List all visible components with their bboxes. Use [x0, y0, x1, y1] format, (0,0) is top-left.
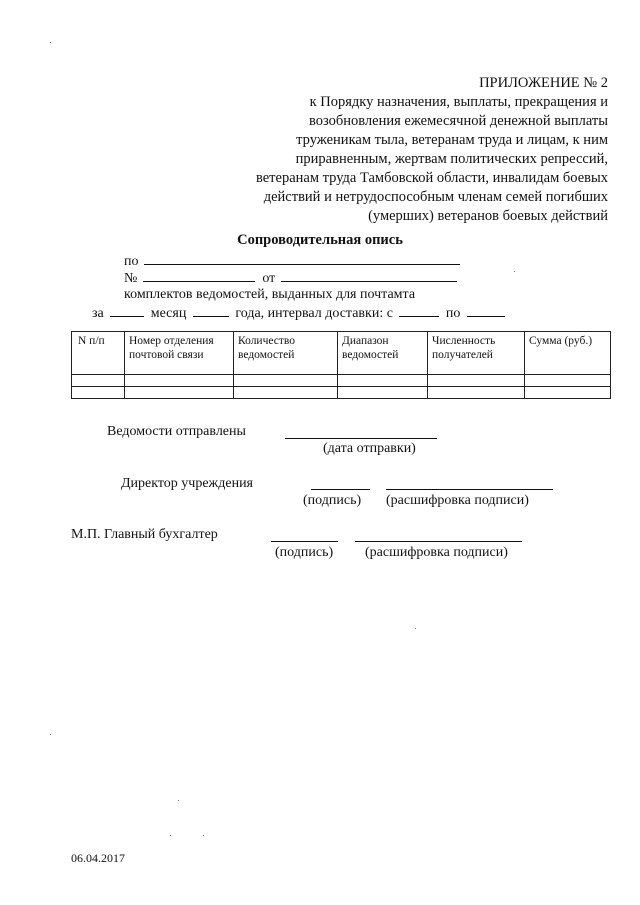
month-label: месяц — [150, 306, 187, 321]
period-row — [92, 304, 505, 322]
number-label: № — [124, 271, 138, 286]
table-cell[interactable] — [428, 375, 525, 387]
header-cell-range: Диапазон ведомостей — [338, 332, 428, 375]
director-signature-caption: (подпись) — [303, 493, 362, 508]
table-cell[interactable] — [72, 375, 125, 387]
table-cell[interactable] — [125, 375, 234, 387]
appendix-line: возобновления ежемесячной денежной выплаты — [308, 113, 608, 129]
director-signature-line[interactable] — [311, 489, 370, 490]
director-decode-line[interactable] — [386, 489, 553, 490]
scan-speck — [178, 800, 179, 801]
sent-date-line[interactable] — [285, 438, 437, 439]
number-field[interactable] — [143, 269, 255, 282]
interval-to-field[interactable] — [467, 304, 505, 317]
header-cell-number: N п/п — [72, 332, 125, 375]
table-cell[interactable] — [525, 387, 611, 399]
month-field[interactable] — [110, 304, 144, 317]
table-row — [72, 387, 611, 399]
header-cell-office: Номер отделения почтовой связи — [125, 332, 234, 375]
interval-from-field[interactable] — [399, 304, 439, 317]
director-label: Директор учреждения — [121, 476, 253, 491]
scan-speck — [170, 835, 171, 836]
from-date-field[interactable] — [281, 269, 457, 282]
scan-speck — [415, 628, 416, 629]
table-header-row — [72, 332, 611, 375]
header-cell-recipients: Численность получателей — [428, 332, 525, 375]
appendix-line: ветеранам труда Тамбовской области, инвалидам боевых — [255, 170, 608, 186]
scan-speck — [50, 42, 51, 43]
po-label: по — [124, 254, 139, 269]
accountant-label: М.П. Главный бухгалтер — [71, 527, 218, 542]
accountant-signature-caption: (подпись) — [275, 545, 334, 560]
table-cell[interactable] — [234, 375, 338, 387]
po-field[interactable] — [144, 252, 460, 265]
year-field[interactable] — [193, 304, 229, 317]
accountant-signature-line[interactable] — [271, 541, 338, 542]
scan-speck — [50, 734, 51, 735]
appendix-line: приравненным, жертвам политических репрессий, — [295, 151, 608, 167]
za-label: за — [92, 306, 104, 321]
accountant-decode-caption: (расшифровка подписи) — [365, 545, 508, 560]
table-cell[interactable] — [234, 387, 338, 399]
table-cell[interactable] — [72, 387, 125, 399]
from-label: от — [262, 271, 276, 286]
table-cell[interactable] — [525, 375, 611, 387]
year-text: года, интервал доставки: с — [235, 306, 393, 321]
header-cell-count: Количество ведомостей — [234, 332, 338, 375]
document-title: Сопроводительная опись — [237, 232, 403, 248]
scan-speck — [514, 271, 515, 272]
appendix-heading: ПРИЛОЖЕНИЕ № 2 — [479, 75, 608, 91]
header-cell-sum: Сумма (руб.) — [525, 332, 611, 375]
sets-text: комплектов ведомостей, выданных для почтамта — [124, 287, 416, 302]
inventory-table — [71, 331, 611, 399]
appendix-header — [256, 74, 608, 226]
appendix-line: (умерших) ветеранов боевых действий — [368, 208, 608, 224]
table-row — [72, 375, 611, 387]
po-row — [124, 252, 460, 270]
director-decode-caption: (расшифровка подписи) — [386, 493, 529, 508]
footer-date: 06.04.2017 — [71, 851, 125, 865]
table-cell[interactable] — [125, 387, 234, 399]
accountant-decode-line[interactable] — [355, 541, 522, 542]
to-label: по — [445, 306, 461, 321]
sent-date-caption: (дата отправки) — [323, 441, 416, 456]
appendix-line: действий и нетрудоспособным членам семей погибших — [263, 189, 608, 205]
table-cell[interactable] — [338, 375, 428, 387]
table-cell[interactable] — [338, 387, 428, 399]
appendix-line: к Порядку назначения, выплаты, прекращения и — [309, 94, 608, 110]
number-row — [124, 269, 457, 287]
scan-speck — [203, 835, 204, 836]
sent-label: Ведомости отправлены — [107, 424, 246, 439]
appendix-line: труженикам тыла, ветеранам труда и лицам, к ним — [296, 132, 608, 148]
table-cell[interactable] — [428, 387, 525, 399]
